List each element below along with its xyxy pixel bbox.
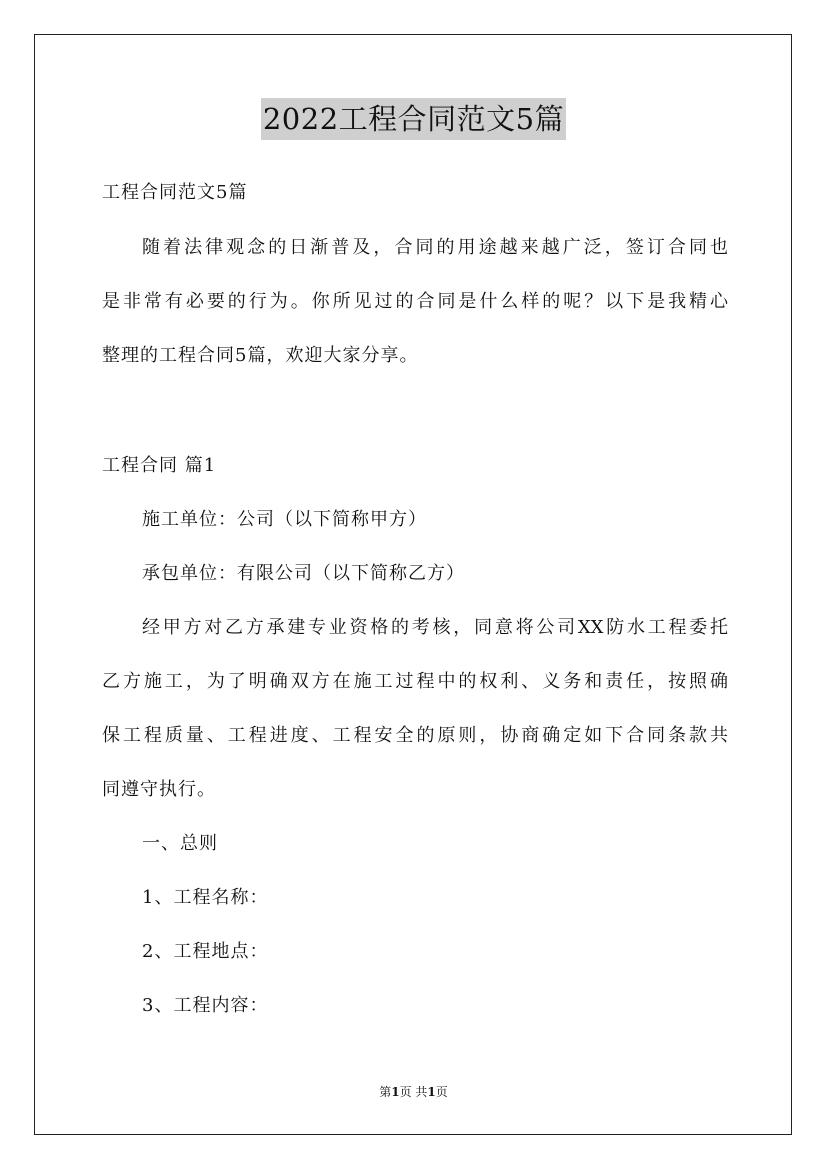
item-project-location: 2、工程地点： <box>142 941 269 962</box>
agreement-line-2: 乙方施工，为了明确双方在施工过程中的权利、义务和责任，按照确 <box>102 671 728 692</box>
item-project-name: 1、工程名称： <box>142 887 269 908</box>
intro-line-2: 是非常有必要的行为。你所见过的合同是什么样的呢？以下是我精心 <box>102 291 728 312</box>
item-project-content: 3、工程内容： <box>142 995 269 1016</box>
intro-line-1: 随着法律观念的日渐普及，合同的用途越来越广泛，签订合同也 <box>142 237 728 258</box>
intro-line-3: 整理的工程合同5篇，欢迎大家分享。 <box>102 345 419 366</box>
footer-prefix: 第 <box>379 1085 392 1099</box>
footer-page-suffix: 页 共 <box>399 1085 428 1099</box>
agreement-line-1: 经甲方对乙方承建专业资格的考核，同意将公司XX防水工程委托 <box>142 617 728 638</box>
document-title: 2022工程合同范文5篇 <box>261 98 566 140</box>
footer-total-suffix: 页 <box>435 1085 448 1099</box>
agreement-line-4: 同遵守执行。 <box>102 779 216 800</box>
page-footer <box>0 1084 827 1100</box>
section-heading: 工程合同 篇1 <box>102 455 217 476</box>
document-subtitle: 工程合同范文5篇 <box>102 182 248 203</box>
general-heading: 一、总则 <box>142 833 218 854</box>
construction-unit: 施工单位：公司（以下简称甲方） <box>142 509 427 530</box>
contractor-unit: 承包单位：有限公司（以下简称乙方） <box>142 563 465 584</box>
footer-total-pages: 1 <box>427 1085 436 1099</box>
agreement-line-3: 保工程质量、工程进度、工程安全的原则，协商确定如下合同条款共 <box>102 725 728 746</box>
footer-page-number: 1 <box>391 1085 400 1099</box>
title-wrapper <box>0 98 827 140</box>
